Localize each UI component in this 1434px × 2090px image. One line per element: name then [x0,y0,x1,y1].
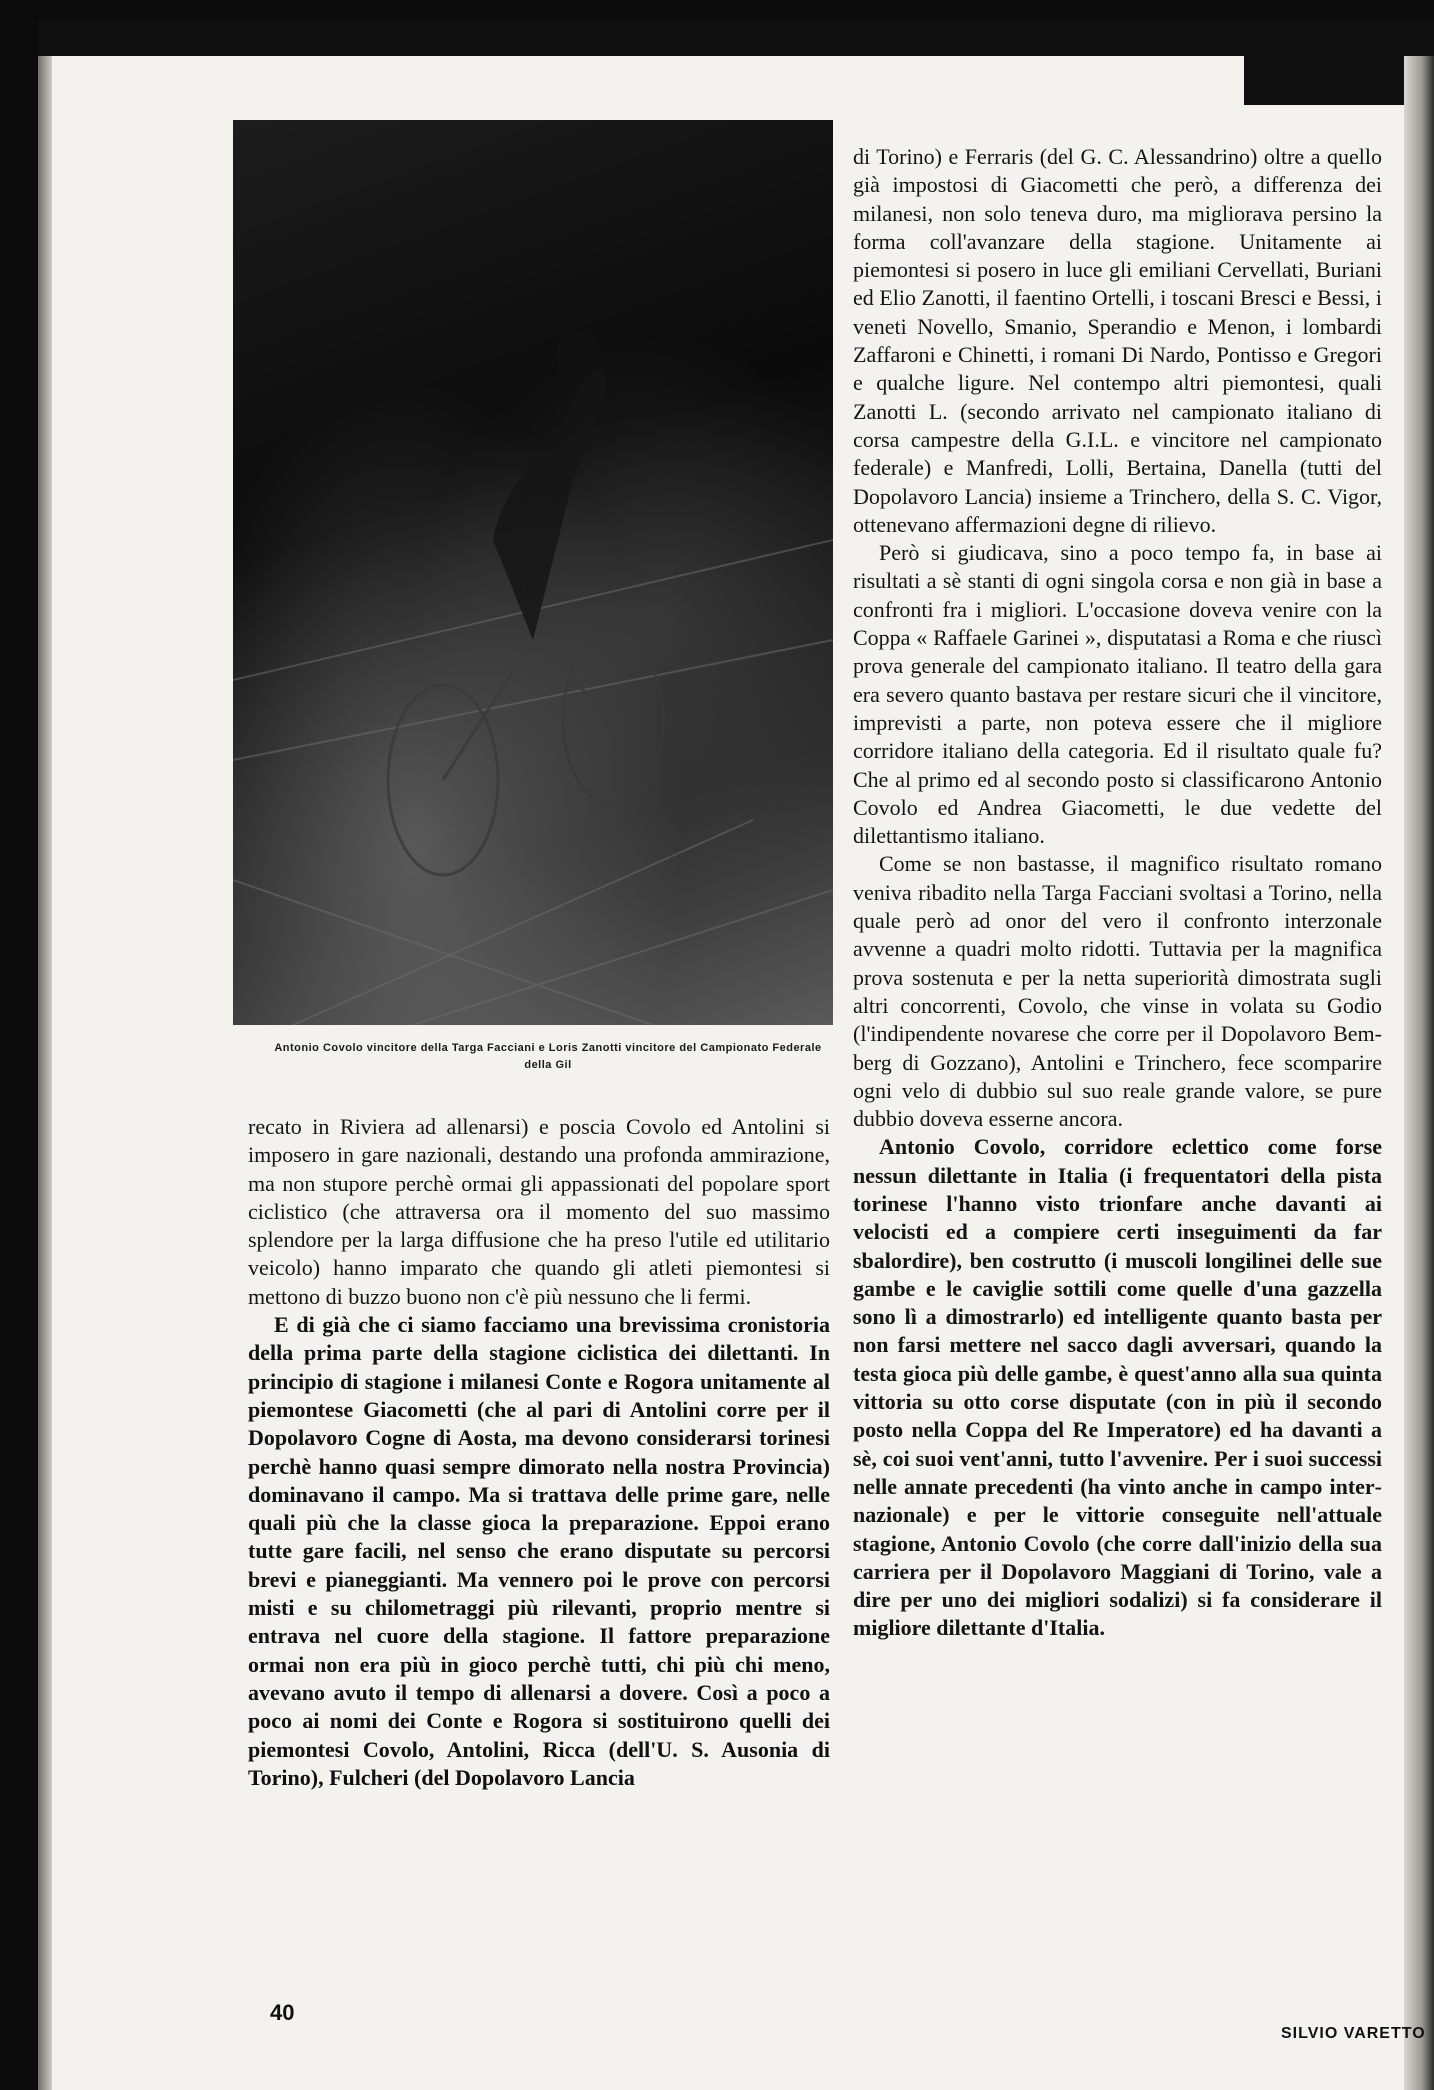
paragraph: recato in Riviera ad allenarsi) e poscia Covolo ed Antolini si imposero in gare nazionali, destando una profonda ammirazione, ma non stupore perchè ormai gli appassionati del popolare sport ciclistico (che attraversa ora il momento del suo massimo splendore per la larga diffusione che ha preso l'utile ed utilitario veicolo) hanno imparato che quando gli atleti piemontesi si mettono di buzzo buono non c'è più nessuno che li fermi. [248,1114,830,1309]
author-signature: SILVIO VARETTO [1281,2025,1426,2042]
page-left-edge [38,56,52,2090]
article-right-column [853,143,1382,1643]
scan-top-border [38,20,1434,56]
photo-texture [233,120,833,1025]
cyclist-photo [233,120,833,1025]
photo-caption: Antonio Covolo vincitore della Targa Facciani e Loris Zanotti vincitore del Campionato Federale della Gil [274,1042,822,1071]
magazine-page [38,20,1434,2090]
paragraph: Però si giudicava, sino a poco tempo fa, in base ai risultati a sè stanti di ogni singola corsa e non già in base a confronti fra i migliori. L'occasione doveva venire con la Coppa « Raffaele Garinei », disputatasi a Roma e che riuscì prova generale del campionato italiano. Il teatro della gara era severo quanto bastava per restare sicuri che il vincitore, imprevisti a parte, non poteva essere che il migliore corridore italiano della categoria. Ed il risultato quale fu? Che al primo ed al secondo posto si classificarono Antonio Covolo ed Andrea Giacometti, le due vedette del dilettantismo italiano. [853,540,1382,849]
paragraph: di Torino) e Ferraris (del G. C. Alessandrino) oltre a quello già impostosi di Giacometti che però, a differenza dei milanesi, non solo teneva duro, ma migliorava persino la forma coll'avanzare della stagione. Unitamente ai piemontesi si posero in luce gli emiliani Cervellati, Buriani ed Elio Zanotti, il faentino Ortelli, i toscani Bresci e Bessi, i veneti Novello, Smanio, Sperandio e Menon, i lombardi Zaffaroni e Chinetti, i romani Di Nardo, Pontisso e Gregori e qualche ligure. Nel contempo altri piemontesi, quali Zanotti L. (secondo arrivato nel campionato italiano di corsa campestre della G.I.L. e vincitore nel campionato federale) e Manfredi, Lolli, Bertaina, Danella (tutti del Dopolavoro Lancia) insieme a Trinchero, della S. C. Vigor, ottenevano affermazioni degne di rilievo. [853,144,1382,537]
page-number: 40 [270,2000,295,2025]
paragraph: Come se non bastasse, il magnifico risultato romano veniva ribadito nella Targa Facciani svoltasi a Torino, nella quale però ad onor del vero il confronto interzonale avvenne a quadri molto ridotti. Tuttavia per la magnifica prova sostenuta e per la netta superiorità dimostrata sugli altri concorrenti, Covolo, che vinse in volata su Godio (l'indipendente novarese che corre per il Dopolavoro Bemberg di Gozzano), Antolini e Trinchero, fece scomparire ogni velo di dubbio sul suo reale grande valore, se pure dubbio doveva esserne ancora. [853,851,1382,1132]
paragraph: Antonio Covolo, corridore eclettico come forse nessun dilettante in Italia (i frequentatori della pista torinese l'hanno visto trionfare anche davanti ai velocisti ed a compiere certi inseguimenti da far sbalordire), ben costrutto (i muscoli longilinei delle sue gambe e le caviglie sottili come quelle d'una gazzella sono lì a dimostrarlo) ed intelligente quanto basta per non farsi mettere nel sacco dagli avversari, quando la testa gioca più delle gambe, è quest'anno alla sua quinta vittoria su otto corse disputate (con in più il secondo posto nella Coppa del Re Imperatore) ed ha davanti a sè, coi suoi vent'anni, tutto l'avvenire. Per i suoi successi nelle annate precedenti (ha vinto anche in campo internazionale) e per le vittorie conseguite nell'attuale stagione, Antonio Covolo (che corre dall'inizio della sua carriera per il Dopolavoro Maggiani di Torino, vale a dire per uno dei migliori sodalizi) si fa considerare il migliore dilettante d'Italia. [853,1134,1382,1641]
paragraph: E di già che ci siamo facciamo una brevissima cronistoria della prima parte della stagione ciclistica dei dilettanti. In principio di stagione i milanesi Conte e Rogora unitamente al piemontese Giacometti (che al pari di Antolini corre per il Dopolavoro Cogne di Aosta, ma devono considerarsi torinesi perchè hanno quasi sempre dimorato nella nostra Provincia) dominavano il campo. Ma si trattava delle prime gare, nelle quali più che la classe gioca la preparazione. Eppoi erano tutte gare facili, nel senso che erano disputate su percorsi brevi e pianeggianti. Ma vennero poi le prove con percorsi misti e su chilometraggi più rilevanti, proprio mentre si entrava nel cuore della stagione. Il fattore preparazione ormai non era più in gioco perchè tutti, chi più chi meno, avevano avuto il tempo di allenarsi a dovere. Così a poco a poco ai nomi dei Conte e Rogora si sostituirono quelli dei piemontesi Covolo, Antolini, Ricca (dell'U. S. Ausonia di Torino), Fulcheri (del Dopolavoro Lancia [248,1312,830,1790]
article-left-column [248,1113,830,1792]
page-gutter-shadow [1404,56,1434,2090]
